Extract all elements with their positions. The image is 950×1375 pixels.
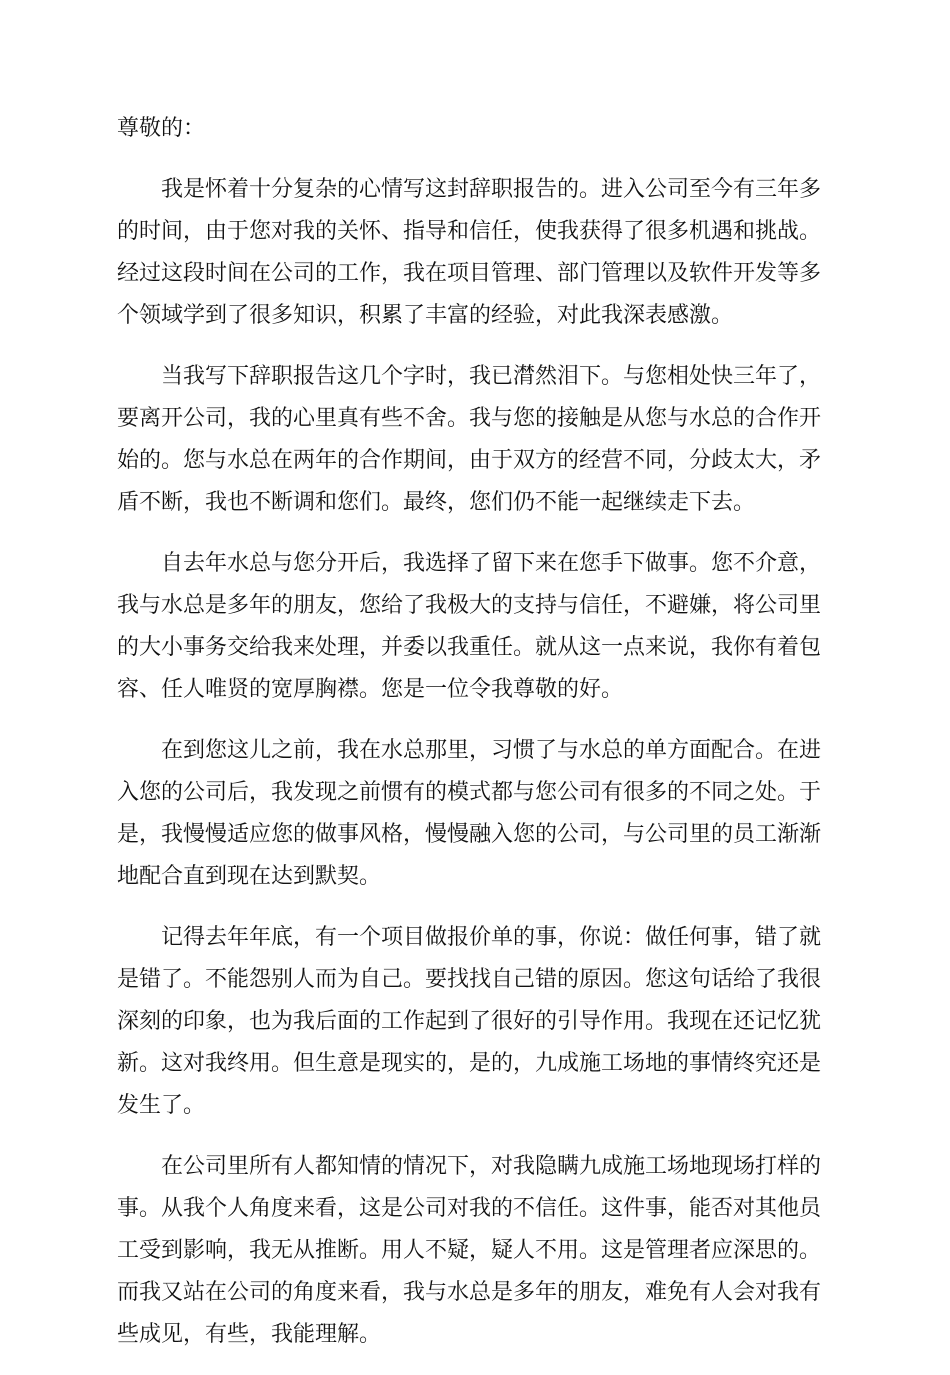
paragraph-line: 我与水总是多年的朋友，您给了我极大的支持与信任，不避嫌，将公司里 [117,593,822,618]
paragraph [117,730,833,898]
paragraph-line: 深刻的印象，也为我后面的工作起到了很好的引导作用。我现在还记忆犹 [117,1009,822,1034]
paragraph-line: 地配合直到现在达到默契。 [117,864,382,889]
salutation: 尊敬的： [117,116,206,141]
paragraph-line: 而我又站在公司的角度来看，我与水总是多年的朋友，难免有人会对我有 [117,1280,822,1305]
paragraph-line: 工受到影响，我无从推断。用人不疑，疑人不用。这是管理者应深思的。 [117,1238,822,1263]
paragraph-line: 要离开公司，我的心里真有些不舍。我与您的接触是从您与水总的合作开 [117,406,822,431]
paragraph-line: 的时间，由于您对我的关怀、指导和信任，使我获得了很多机遇和挑战。 [117,219,822,244]
paragraph [117,356,833,524]
paragraph-line: 经过这段时间在公司的工作，我在项目管理、部门管理以及软件开发等多 [117,261,822,286]
paragraph-line: 我是怀着十分复杂的心情写这封辞职报告的。进入公司至今有三年多 [161,177,822,202]
paragraph-line: 在公司里所有人都知情的情况下，对我隐瞒九成施工场地现场打样的 [161,1154,822,1179]
paragraph-line: 盾不断，我也不断调和您们。最终，您们仍不能一起继续走下去。 [117,490,756,515]
paragraph-line: 是错了。不能怨别人而为自己。要找找自己错的原因。您这句话给了我很 [117,967,822,992]
paragraph [117,917,833,1127]
paragraph-line: 事。从我个人角度来看，这是公司对我的不信任。这件事，能否对其他员 [117,1196,822,1221]
paragraph-line: 在到您这儿之前，我在水总那里，习惯了与水总的单方面配合。在进 [161,738,822,763]
paragraph-line: 是，我慢慢适应您的做事风格，慢慢融入您的公司，与公司里的员工渐渐 [117,822,822,847]
paragraph-line: 些成见，有些，我能理解。 [117,1322,382,1347]
paragraph-line: 自去年水总与您分开后，我选择了留下来在您手下做事。您不介意， [161,551,822,576]
letter-body [117,108,833,1375]
paragraph-line: 的大小事务交给我来处理，并委以我重任。就从这一点来说，我你有着包 [117,635,822,660]
paragraph-line: 入您的公司后，我发现之前惯有的模式都与您公司有很多的不同之处。于 [117,780,822,805]
paragraph-line: 发生了。 [117,1093,206,1118]
paragraph-line: 容、任人唯贤的宽厚胸襟。您是一位令我尊敬的好。 [117,677,624,702]
paragraph-line: 个领域学到了很多知识，积累了丰富的经验，对此我深表感激。 [117,303,734,328]
paragraph-line: 始的。您与水总在两年的合作期间，由于双方的经营不同，分歧太大，矛 [117,448,822,473]
paragraph [117,543,833,711]
paragraph [117,1146,833,1356]
paragraph [117,169,833,337]
paragraph-line: 记得去年年底，有一个项目做报价单的事，你说：做任何事，错了就 [161,925,822,950]
paragraph-line: 当我写下辞职报告这几个字时，我已潸然泪下。与您相处快三年了， [161,364,822,389]
paragraph-line: 新。这对我终用。但生意是现实的，是的，九成施工场地的事情终究还是 [117,1051,822,1076]
